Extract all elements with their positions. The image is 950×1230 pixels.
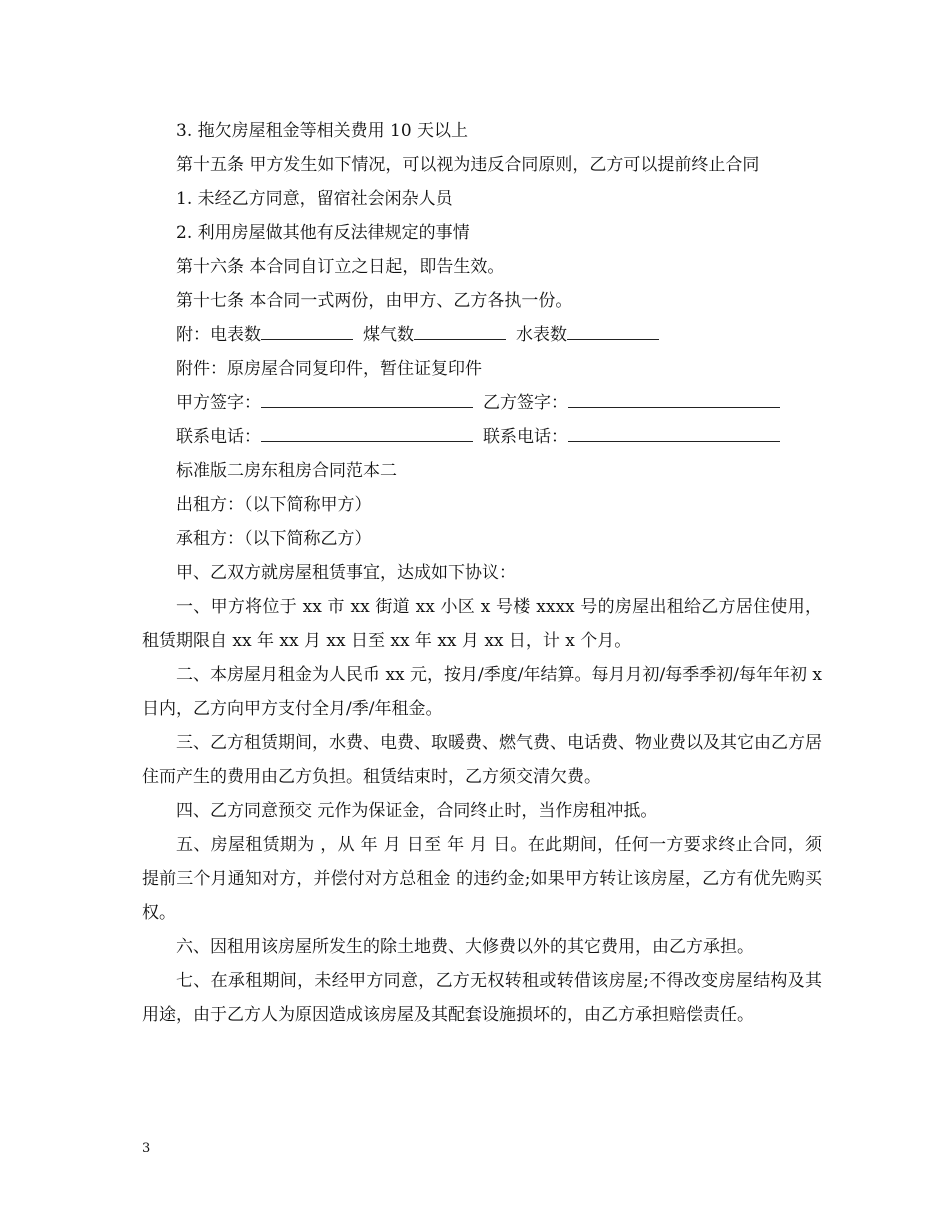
item-3-overdue-rent: 3. 拖欠房屋租金等相关费用 10 天以上: [176, 121, 469, 141]
party-b-phone-label: 联系电话：: [483, 427, 568, 447]
item-1-unauthorized-guests: 1. 未经乙方同意，留宿社会闲杂人员: [176, 189, 453, 209]
party-a-signature-label: 甲方签字：: [176, 393, 261, 413]
clause-3-utility-fees: 三、乙方租赁期间，水费、电费、取暖费、燃气费、电话费、物业费以及其它由乙方居住而产生的费用由乙方负担。租赁结束时，乙方须交清欠费。: [142, 733, 822, 787]
gas-meter-blank: [414, 323, 506, 340]
lessor-line: 出租方：（以下简称甲方）: [176, 495, 372, 515]
party-b-phone-blank: [568, 425, 780, 442]
party-a-phone-label: 联系电话：: [176, 427, 261, 447]
clause-5-lease-term: 五、房屋租赁期为 ，从 年 月 日至 年 月 日。在此期间，任何一方要求终止合同，须提前三个月通知对方，并偿付对方总租金 的违约金;如果甲方转让该房屋，乙方有优先购买权。: [142, 835, 822, 923]
page-number: 3: [142, 1141, 151, 1156]
party-b-signature-label: 乙方签字：: [483, 393, 568, 413]
article-17: 第十七条 本合同一式两份，由甲方、乙方各执一份。: [176, 291, 573, 311]
water-meter-label: 水表数: [516, 325, 567, 345]
agreement-intro: 甲、乙双方就房屋租赁事宜，达成如下协议：: [176, 563, 516, 583]
meter-readings-line: [142, 318, 822, 352]
document-page: [142, 114, 822, 1032]
clause-7-sublease-restrictions: 七、在承租期间，未经甲方同意，乙方无权转租或转借该房屋;不得改变房屋结构及其用途，由于乙方人为原因造成该房屋及其配套设施损坏的，由乙方承担赔偿责任。: [142, 971, 822, 1025]
clause-2-rent-payment: 二、本房屋月租金为人民币 xx 元，按月/季度/年结算。每月月初/每季季初/每年年初 x 日内，乙方向甲方支付全月/季/年租金。: [142, 665, 822, 719]
water-meter-blank: [567, 323, 659, 340]
party-b-signature-blank: [568, 391, 780, 408]
lessee-line: 承租方：（以下简称乙方）: [176, 529, 372, 549]
meter-prefix: 附：: [176, 325, 210, 345]
party-a-phone-blank: [261, 425, 473, 442]
item-2-illegal-use: 2. 利用房屋做其他有反法律规定的事情: [176, 223, 470, 243]
clause-6-other-fees: 六、因租用该房屋所发生的除土地费、大修费以外的其它费用，由乙方承担。: [176, 937, 754, 957]
clause-4-deposit: 四、乙方同意预交 元作为保证金，合同终止时，当作房租冲抵。: [176, 801, 658, 821]
article-16: 第十六条 本合同自订立之日起，即告生效。: [176, 257, 505, 277]
party-a-signature-blank: [261, 391, 473, 408]
article-15: 第十五条 甲方发生如下情况，可以视为违反合同原则，乙方可以提前终止合同: [176, 155, 760, 175]
signature-line: [142, 386, 822, 420]
clause-1-property-location: 一、甲方将位于 xx 市 xx 街道 xx 小区 x 号楼 xxxx 号的房屋出租给乙方居住使用，租赁期限自 xx 年 xx 月 xx 日至 xx 年 xx 月 xx 日，计 x 个月。: [142, 597, 822, 651]
phone-line: [142, 420, 822, 454]
electric-meter-label: 电表数: [210, 325, 261, 345]
attachments-line: 附件：原房屋合同复印件，暂住证复印件: [176, 359, 482, 379]
section-title: 标准版二房东租房合同范本二: [176, 461, 397, 481]
gas-meter-label: 煤气数: [363, 325, 414, 345]
electric-meter-blank: [261, 323, 353, 340]
